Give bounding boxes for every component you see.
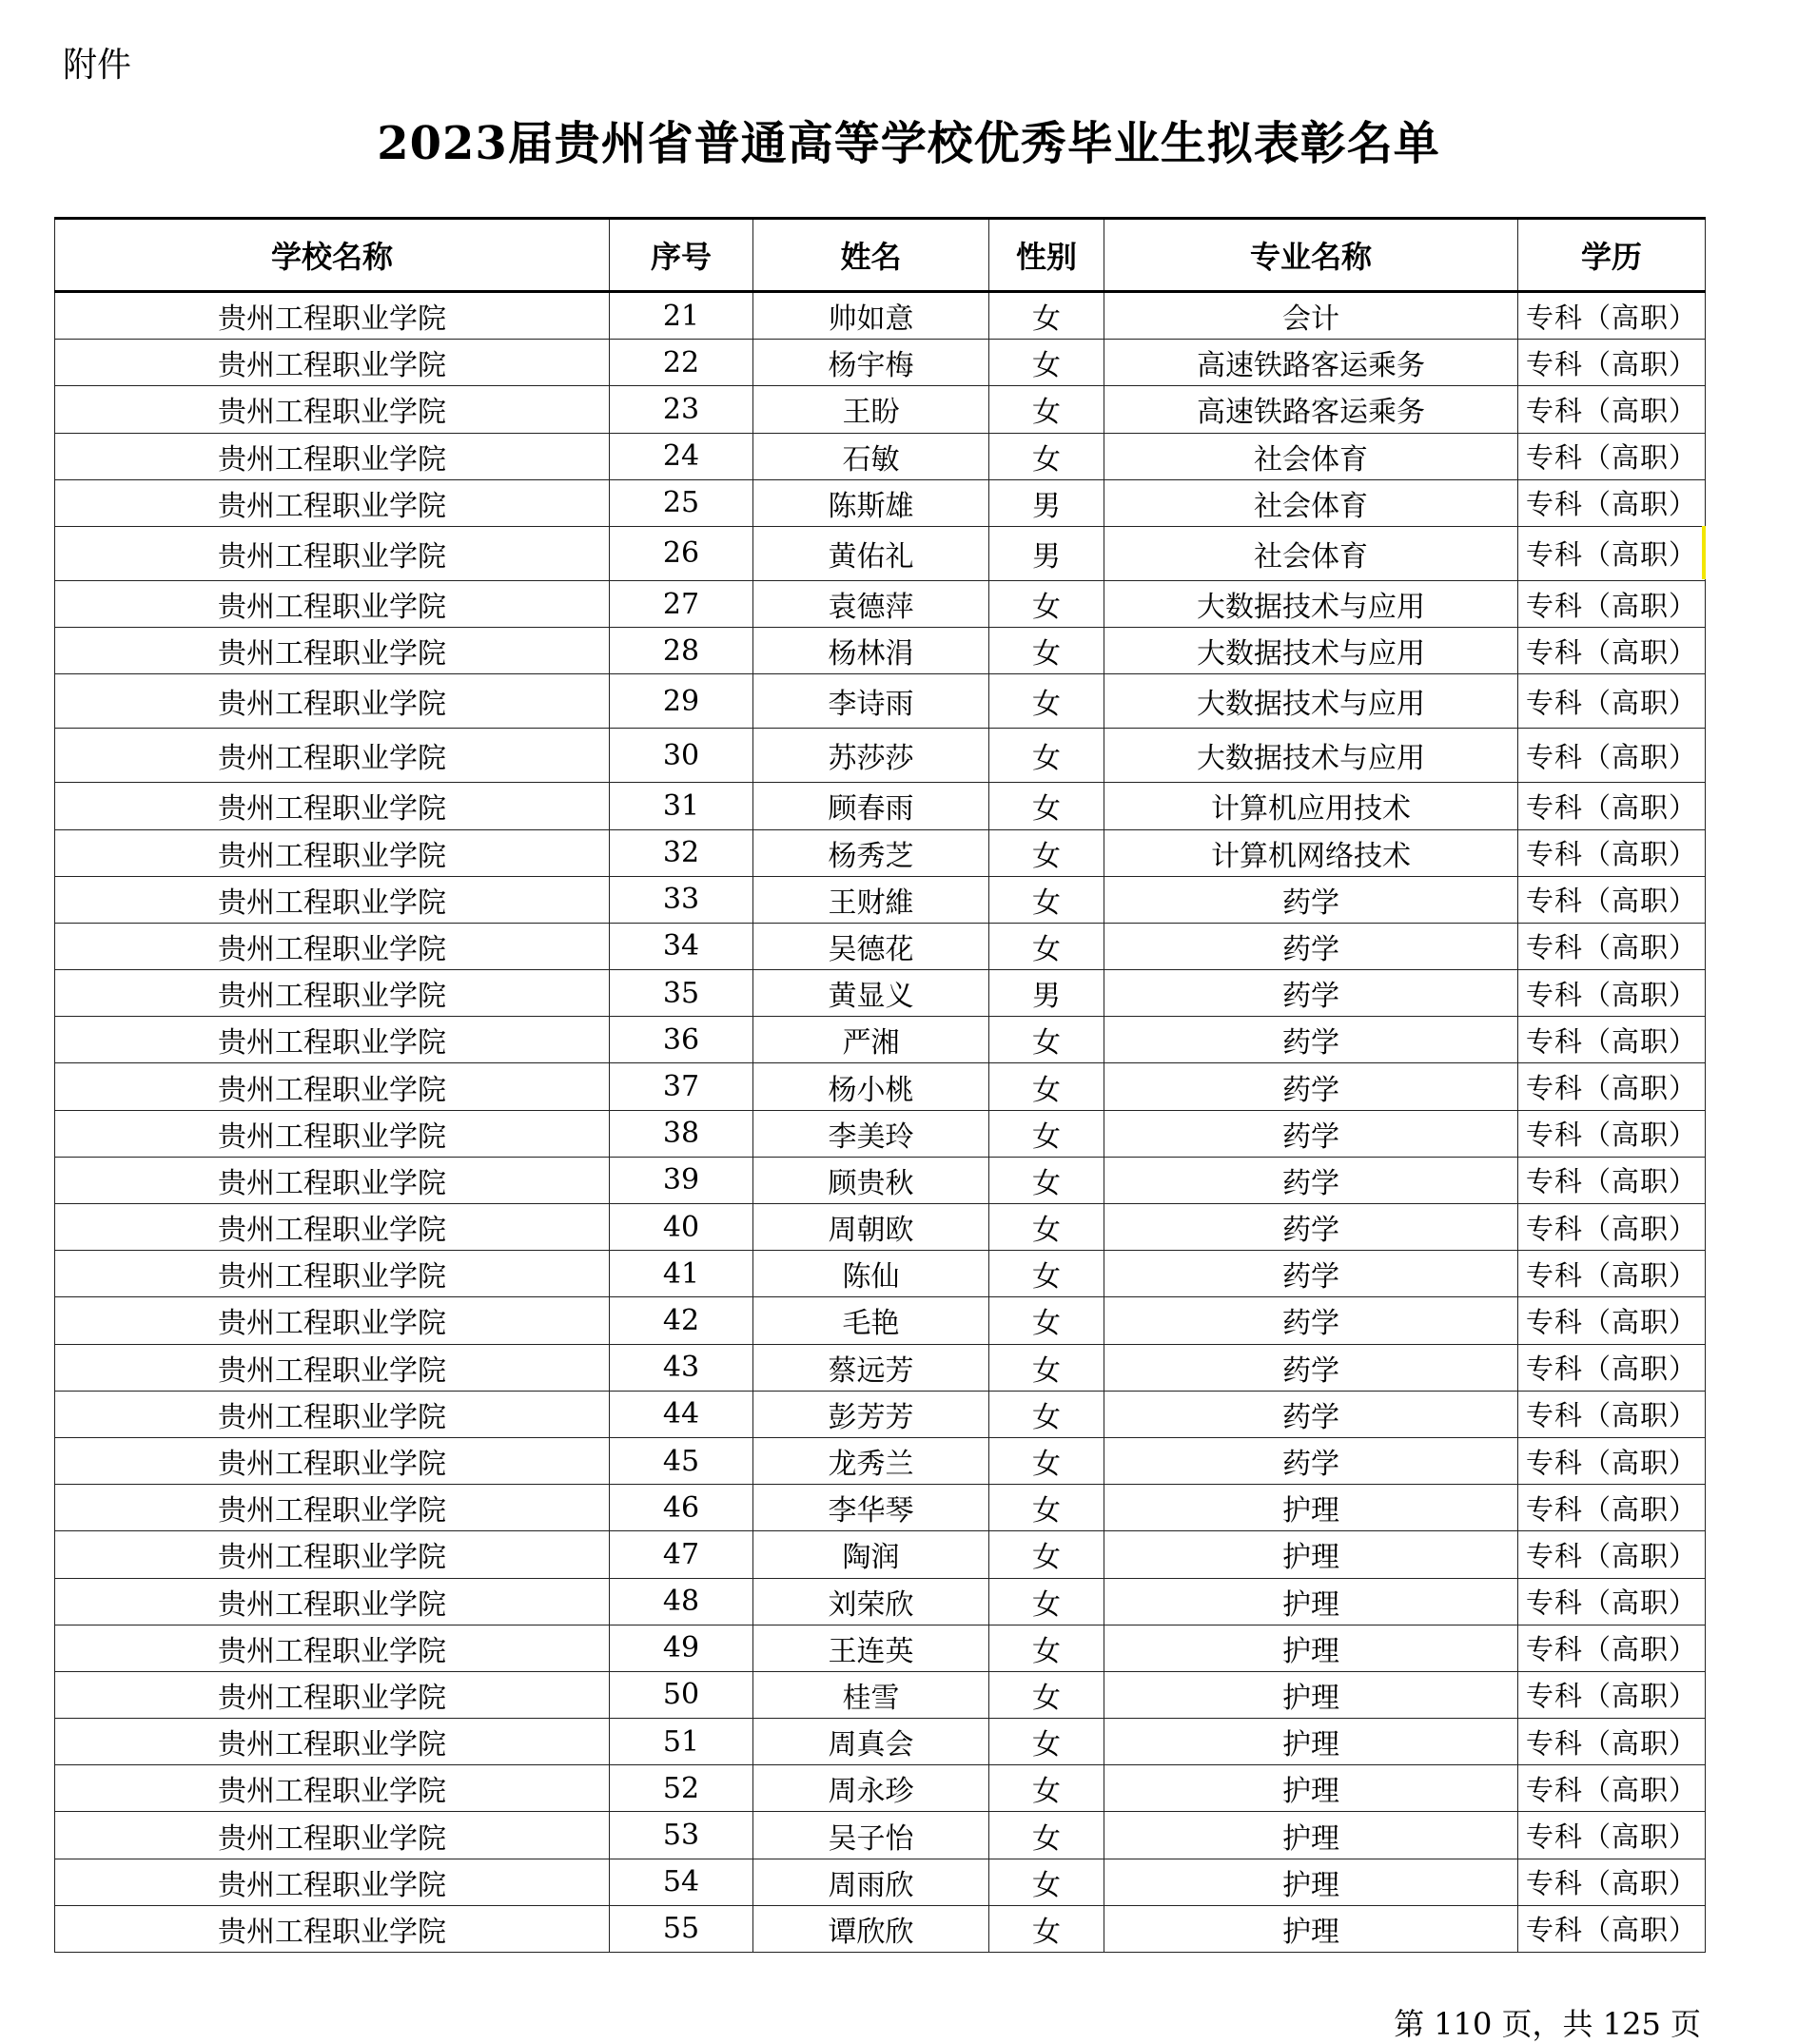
name-cell: 谭欣欣 (753, 1905, 989, 1952)
name-cell: 杨小桃 (753, 1063, 989, 1110)
degree-cell: 专科（高职） (1518, 580, 1706, 627)
school-cell: 贵州工程职业学院 (55, 580, 610, 627)
table-row (55, 1251, 1706, 1297)
number-cell: 29 (610, 674, 753, 729)
gender-cell: 女 (989, 340, 1104, 386)
name-cell: 吴子怡 (753, 1812, 989, 1859)
number-cell: 51 (610, 1719, 753, 1765)
degree-cell: 专科（高职） (1518, 526, 1706, 580)
degree-cell: 专科（高职） (1518, 1578, 1706, 1625)
number-cell: 38 (610, 1110, 753, 1157)
degree-cell: 专科（高职） (1518, 1251, 1706, 1297)
gender-cell: 女 (989, 292, 1104, 340)
name-cell: 顾春雨 (753, 783, 989, 829)
name-cell: 周雨欣 (753, 1859, 989, 1905)
name-cell: 王财維 (753, 876, 989, 923)
name-cell: 桂雪 (753, 1671, 989, 1718)
gender-cell: 男 (989, 970, 1104, 1017)
school-cell: 贵州工程职业学院 (55, 479, 610, 526)
degree-cell: 专科（高职） (1518, 1765, 1706, 1812)
number-cell: 48 (610, 1578, 753, 1625)
number-cell: 50 (610, 1671, 753, 1718)
degree-cell: 专科（高职） (1518, 1485, 1706, 1531)
table-row (55, 433, 1706, 479)
number-cell: 33 (610, 876, 753, 923)
major-cell: 药学 (1104, 876, 1518, 923)
table-row (55, 1905, 1706, 1952)
table-row (55, 1204, 1706, 1251)
table-row (55, 1531, 1706, 1578)
major-cell: 社会体育 (1104, 479, 1518, 526)
school-cell: 贵州工程职业学院 (55, 1765, 610, 1812)
name-cell: 苏莎莎 (753, 729, 989, 783)
gender-cell: 女 (989, 1905, 1104, 1952)
table-row (55, 1391, 1706, 1437)
table-body (55, 292, 1706, 1953)
name-cell: 蔡远芳 (753, 1344, 989, 1391)
major-cell: 高速铁路客运乘务 (1104, 386, 1518, 433)
name-cell: 周永珍 (753, 1765, 989, 1812)
school-cell: 贵州工程职业学院 (55, 923, 610, 969)
name-cell: 刘荣欣 (753, 1578, 989, 1625)
degree-cell: 专科（高职） (1518, 1671, 1706, 1718)
school-cell: 贵州工程职业学院 (55, 1344, 610, 1391)
gender-cell: 女 (989, 1625, 1104, 1671)
school-cell: 贵州工程职业学院 (55, 729, 610, 783)
number-cell: 54 (610, 1859, 753, 1905)
gender-cell: 女 (989, 1578, 1104, 1625)
name-cell: 杨林涓 (753, 628, 989, 674)
table-row (55, 1157, 1706, 1203)
table-row (55, 1859, 1706, 1905)
number-cell: 40 (610, 1204, 753, 1251)
school-cell: 贵州工程职业学院 (55, 1578, 610, 1625)
table-row (55, 1812, 1706, 1859)
school-cell: 贵州工程职业学院 (55, 1485, 610, 1531)
name-cell: 龙秀兰 (753, 1437, 989, 1484)
number-cell: 49 (610, 1625, 753, 1671)
table-row (55, 1437, 1706, 1484)
table-row (55, 1671, 1706, 1718)
gender-cell: 女 (989, 674, 1104, 729)
school-cell: 贵州工程职业学院 (55, 386, 610, 433)
degree-cell: 专科（高职） (1518, 729, 1706, 783)
gender-cell: 女 (989, 923, 1104, 969)
number-cell: 22 (610, 340, 753, 386)
number-cell: 43 (610, 1344, 753, 1391)
school-cell: 贵州工程职业学院 (55, 340, 610, 386)
table-row (55, 628, 1706, 674)
degree-cell: 专科（高职） (1518, 1063, 1706, 1110)
degree-cell: 专科（高职） (1518, 1905, 1706, 1952)
name-cell: 黄显义 (753, 970, 989, 1017)
major-cell: 大数据技术与应用 (1104, 729, 1518, 783)
table-row (55, 340, 1706, 386)
major-cell: 社会体育 (1104, 433, 1518, 479)
name-cell: 毛艳 (753, 1297, 989, 1344)
table-header-row (55, 219, 1706, 292)
degree-cell: 专科（高职） (1518, 1017, 1706, 1063)
major-cell: 药学 (1104, 1110, 1518, 1157)
major-cell: 药学 (1104, 1204, 1518, 1251)
degree-cell: 专科（高职） (1518, 1344, 1706, 1391)
name-cell: 彭芳芳 (753, 1391, 989, 1437)
table-row (55, 783, 1706, 829)
major-cell: 护理 (1104, 1719, 1518, 1765)
major-cell: 护理 (1104, 1625, 1518, 1671)
number-cell: 28 (610, 628, 753, 674)
name-cell: 陈仙 (753, 1251, 989, 1297)
gender-cell: 女 (989, 1671, 1104, 1718)
major-cell: 药学 (1104, 923, 1518, 969)
number-cell: 39 (610, 1157, 753, 1203)
footer-total-pages: 125 (1602, 2006, 1661, 2042)
gender-cell: 女 (989, 1344, 1104, 1391)
number-cell: 26 (610, 526, 753, 580)
table-row (55, 1719, 1706, 1765)
footer-mid: 页，共 (1501, 2006, 1593, 2042)
gender-cell: 女 (989, 1297, 1104, 1344)
degree-cell: 专科（高职） (1518, 1812, 1706, 1859)
number-cell: 52 (610, 1765, 753, 1812)
name-cell: 周真会 (753, 1719, 989, 1765)
degree-cell: 专科（高职） (1518, 628, 1706, 674)
major-cell: 大数据技术与应用 (1104, 674, 1518, 729)
honoree-table (54, 217, 1706, 1953)
degree-cell: 专科（高职） (1518, 876, 1706, 923)
degree-cell: 专科（高职） (1518, 340, 1706, 386)
number-cell: 27 (610, 580, 753, 627)
table-row (55, 1765, 1706, 1812)
number-cell: 25 (610, 479, 753, 526)
number-cell: 24 (610, 433, 753, 479)
school-cell: 贵州工程职业学院 (55, 1017, 610, 1063)
number-cell: 32 (610, 829, 753, 876)
table-row (55, 386, 1706, 433)
gender-cell: 女 (989, 628, 1104, 674)
name-cell: 陈斯雄 (753, 479, 989, 526)
gender-cell: 女 (989, 386, 1104, 433)
major-cell: 药学 (1104, 1297, 1518, 1344)
number-cell: 41 (610, 1251, 753, 1297)
attachment-label: 附件 (63, 46, 132, 85)
school-cell: 贵州工程职业学院 (55, 1859, 610, 1905)
footer-prefix: 第 (1394, 2006, 1425, 2042)
degree-cell: 专科（高职） (1518, 1110, 1706, 1157)
school-cell: 贵州工程职业学院 (55, 1297, 610, 1344)
number-cell: 55 (610, 1905, 753, 1952)
gender-cell: 女 (989, 580, 1104, 627)
name-cell: 李诗雨 (753, 674, 989, 729)
table-row (55, 479, 1706, 526)
school-cell: 贵州工程职业学院 (55, 1110, 610, 1157)
school-cell: 贵州工程职业学院 (55, 1531, 610, 1578)
gender-cell: 女 (989, 1251, 1104, 1297)
school-cell: 贵州工程职业学院 (55, 1157, 610, 1203)
name-cell: 周朝欧 (753, 1204, 989, 1251)
major-cell: 药学 (1104, 1251, 1518, 1297)
gender-cell: 女 (989, 1485, 1104, 1531)
table-row (55, 729, 1706, 783)
gender-cell: 女 (989, 729, 1104, 783)
table-row (55, 1297, 1706, 1344)
number-cell: 53 (610, 1812, 753, 1859)
yellow-margin-marker (1702, 526, 1706, 579)
table-row (55, 1063, 1706, 1110)
header-degree: 学历 (1518, 219, 1706, 292)
major-cell: 社会体育 (1104, 526, 1518, 580)
school-cell: 贵州工程职业学院 (55, 970, 610, 1017)
gender-cell: 女 (989, 1204, 1104, 1251)
header-number: 序号 (610, 219, 753, 292)
gender-cell: 女 (989, 1391, 1104, 1437)
degree-cell: 专科（高职） (1518, 970, 1706, 1017)
major-cell: 药学 (1104, 1063, 1518, 1110)
footer-suffix: 页 (1670, 2006, 1701, 2042)
gender-cell: 男 (989, 526, 1104, 580)
number-cell: 45 (610, 1437, 753, 1484)
name-cell: 陶润 (753, 1531, 989, 1578)
degree-cell: 专科（高职） (1518, 1625, 1706, 1671)
table-row (55, 1485, 1706, 1531)
table-row (55, 580, 1706, 627)
school-cell: 贵州工程职业学院 (55, 1812, 610, 1859)
name-cell: 王连英 (753, 1625, 989, 1671)
number-cell: 36 (610, 1017, 753, 1063)
gender-cell: 女 (989, 1157, 1104, 1203)
name-cell: 杨宇梅 (753, 340, 989, 386)
school-cell: 贵州工程职业学院 (55, 1625, 610, 1671)
degree-cell: 专科（高职） (1518, 1437, 1706, 1484)
table-row (55, 1344, 1706, 1391)
school-cell: 贵州工程职业学院 (55, 1204, 610, 1251)
major-cell: 护理 (1104, 1578, 1518, 1625)
major-cell: 计算机应用技术 (1104, 783, 1518, 829)
number-cell: 30 (610, 729, 753, 783)
degree-cell: 专科（高职） (1518, 1719, 1706, 1765)
header-gender: 性别 (989, 219, 1104, 292)
number-cell: 31 (610, 783, 753, 829)
page-footer (1394, 2000, 1701, 2044)
school-cell: 贵州工程职业学院 (55, 783, 610, 829)
number-cell: 47 (610, 1531, 753, 1578)
major-cell: 药学 (1104, 1391, 1518, 1437)
number-cell: 44 (610, 1391, 753, 1437)
major-cell: 护理 (1104, 1812, 1518, 1859)
table-row (55, 292, 1706, 340)
degree-cell: 专科（高职） (1518, 1391, 1706, 1437)
major-cell: 大数据技术与应用 (1104, 628, 1518, 674)
major-cell: 护理 (1104, 1671, 1518, 1718)
degree-cell: 专科（高职） (1518, 829, 1706, 876)
school-cell: 贵州工程职业学院 (55, 674, 610, 729)
name-cell: 顾贵秋 (753, 1157, 989, 1203)
name-cell: 严湘 (753, 1017, 989, 1063)
school-cell: 贵州工程职业学院 (55, 829, 610, 876)
gender-cell: 女 (989, 1531, 1104, 1578)
table-row (55, 970, 1706, 1017)
gender-cell: 女 (989, 829, 1104, 876)
number-cell: 34 (610, 923, 753, 969)
gender-cell: 女 (989, 1719, 1104, 1765)
gender-cell: 女 (989, 783, 1104, 829)
school-cell: 贵州工程职业学院 (55, 876, 610, 923)
gender-cell: 女 (989, 1110, 1104, 1157)
table-row (55, 876, 1706, 923)
name-cell: 李美玲 (753, 1110, 989, 1157)
major-cell: 药学 (1104, 1437, 1518, 1484)
name-cell: 杨秀芝 (753, 829, 989, 876)
major-cell: 药学 (1104, 1157, 1518, 1203)
name-cell: 石敏 (753, 433, 989, 479)
degree-cell: 专科（高职） (1518, 479, 1706, 526)
major-cell: 护理 (1104, 1485, 1518, 1531)
table-row (55, 1110, 1706, 1157)
gender-cell: 女 (989, 1859, 1104, 1905)
number-cell: 21 (610, 292, 753, 340)
name-cell: 吴德花 (753, 923, 989, 969)
table-row (55, 1578, 1706, 1625)
school-cell: 贵州工程职业学院 (55, 433, 610, 479)
degree-cell: 专科（高职） (1518, 1204, 1706, 1251)
table-row (55, 1625, 1706, 1671)
school-cell: 贵州工程职业学院 (55, 1391, 610, 1437)
school-cell: 贵州工程职业学院 (55, 1251, 610, 1297)
name-cell: 袁德萍 (753, 580, 989, 627)
school-cell: 贵州工程职业学院 (55, 1671, 610, 1718)
name-cell: 李华琴 (753, 1485, 989, 1531)
table-row (55, 829, 1706, 876)
number-cell: 37 (610, 1063, 753, 1110)
degree-cell: 专科（高职） (1518, 386, 1706, 433)
school-cell: 贵州工程职业学院 (55, 1437, 610, 1484)
school-cell: 贵州工程职业学院 (55, 1063, 610, 1110)
name-cell: 黄佑礼 (753, 526, 989, 580)
degree-cell: 专科（高职） (1518, 1531, 1706, 1578)
gender-cell: 男 (989, 479, 1104, 526)
table-row (55, 1017, 1706, 1063)
degree-cell: 专科（高职） (1518, 674, 1706, 729)
degree-cell: 专科（高职） (1518, 923, 1706, 969)
school-cell: 贵州工程职业学院 (55, 526, 610, 580)
major-cell: 药学 (1104, 1344, 1518, 1391)
gender-cell: 女 (989, 1437, 1104, 1484)
degree-cell: 专科（高职） (1518, 1297, 1706, 1344)
number-cell: 35 (610, 970, 753, 1017)
school-cell: 贵州工程职业学院 (55, 1719, 610, 1765)
major-cell: 护理 (1104, 1905, 1518, 1952)
gender-cell: 女 (989, 1765, 1104, 1812)
gender-cell: 女 (989, 1812, 1104, 1859)
major-cell: 高速铁路客运乘务 (1104, 340, 1518, 386)
table-row (55, 923, 1706, 969)
number-cell: 23 (610, 386, 753, 433)
table-row (55, 526, 1706, 580)
name-cell: 王盼 (753, 386, 989, 433)
major-cell: 护理 (1104, 1765, 1518, 1812)
major-cell: 药学 (1104, 1017, 1518, 1063)
major-cell: 计算机网络技术 (1104, 829, 1518, 876)
major-cell: 药学 (1104, 970, 1518, 1017)
table-row (55, 674, 1706, 729)
header-name: 姓名 (753, 219, 989, 292)
major-cell: 大数据技术与应用 (1104, 580, 1518, 627)
header-major: 专业名称 (1104, 219, 1518, 292)
name-cell: 帅如意 (753, 292, 989, 340)
school-cell: 贵州工程职业学院 (55, 628, 610, 674)
degree-cell: 专科（高职） (1518, 1859, 1706, 1905)
degree-cell: 专科（高职） (1518, 433, 1706, 479)
header-school: 学校名称 (55, 219, 610, 292)
number-cell: 42 (610, 1297, 753, 1344)
major-cell: 会计 (1104, 292, 1518, 340)
degree-cell: 专科（高职） (1518, 783, 1706, 829)
major-cell: 护理 (1104, 1531, 1518, 1578)
school-cell: 贵州工程职业学院 (55, 1905, 610, 1952)
footer-page-number: 110 (1434, 2006, 1493, 2042)
gender-cell: 女 (989, 1063, 1104, 1110)
degree-cell: 专科（高职） (1518, 1157, 1706, 1203)
gender-cell: 女 (989, 433, 1104, 479)
gender-cell: 女 (989, 876, 1104, 923)
school-cell: 贵州工程职业学院 (55, 292, 610, 340)
major-cell: 护理 (1104, 1859, 1518, 1905)
document-title: 2023届贵州省普通高等学校优秀毕业生拟表彰名单 (377, 117, 1440, 170)
number-cell: 46 (610, 1485, 753, 1531)
degree-cell: 专科（高职） (1518, 292, 1706, 340)
gender-cell: 女 (989, 1017, 1104, 1063)
